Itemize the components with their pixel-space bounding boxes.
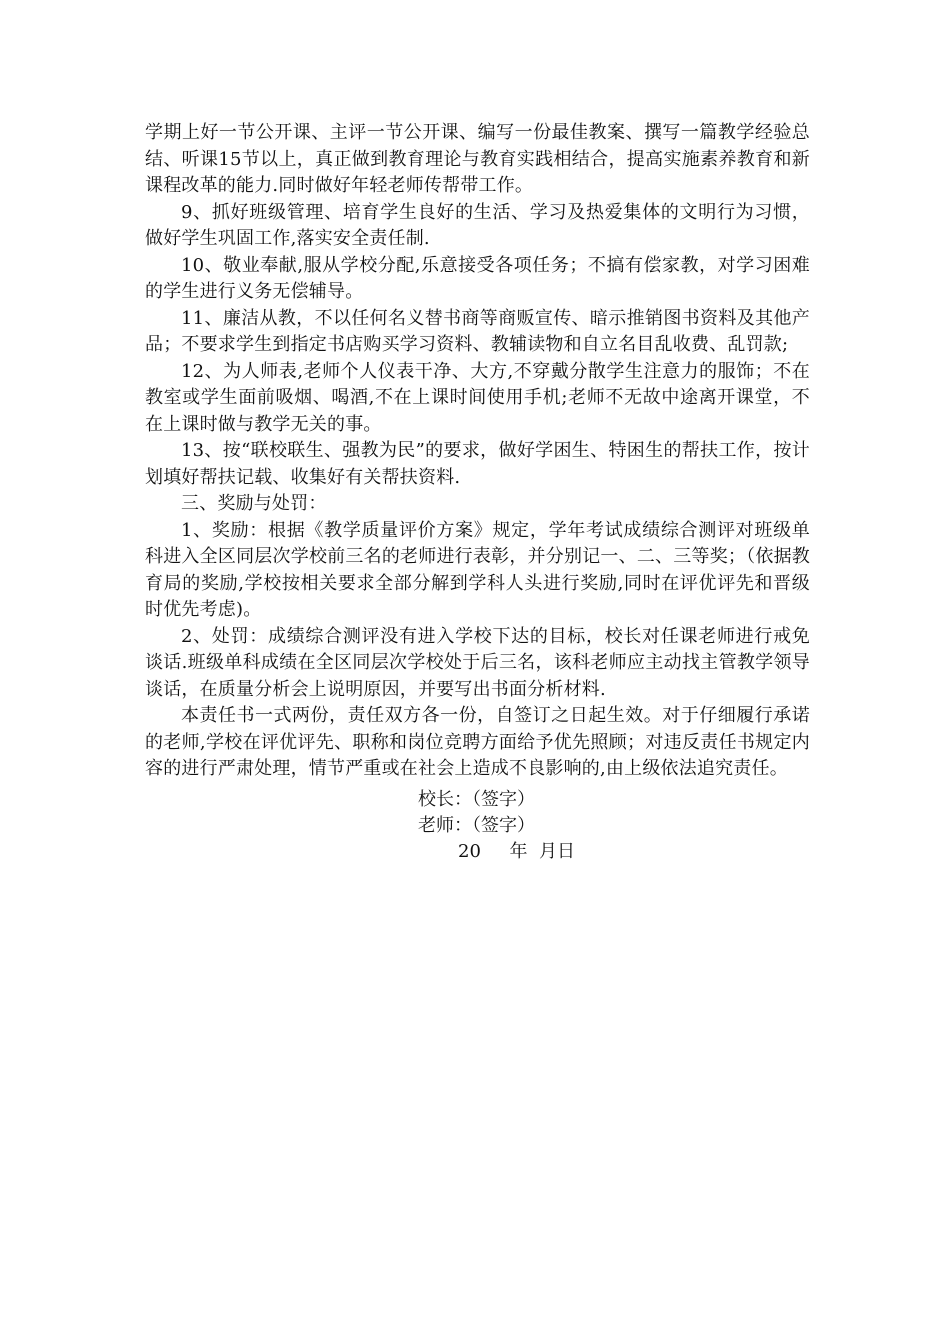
- teacher-signature-line: 老师：（签字）: [418, 814, 535, 836]
- principal-signature-line: 校长：（签字）: [418, 788, 535, 810]
- paragraph-item-9: 9、抓好班级管理、培育学生良好的生活、学习及热爱集体的文明行为习惯，做好学生巩固工作,落实安全责任制.: [145, 201, 810, 249]
- paragraph-item-10: 10、敬业奉献,服从学校分配,乐意接受各项任务；不搞有偿家教，对学习困难的学生进行义务无偿辅导。: [145, 254, 810, 302]
- paragraph-item-13: 13、按“联校联生、强教为民”的要求，做好学困生、特困生的帮扶工作，按计划填好帮扶记载、收集好有关帮扶资料.: [145, 440, 810, 488]
- paragraph-lesson-requirements: 学期上好一节公开课、主评一节公开课、编写一份最佳教案、撰写一篇教学经验总结、听课15节以上，真正做到教育理论与教育实践相结合，提高实施素养教育和新课程改革的能力.同时做好年轻老师传帮带工作。: [145, 122, 810, 196]
- paragraph-item-11: 11、廉洁从教，不以任何名义替书商等商贩宣传、暗示推销图书资料及其他产品；不要求学生到指定书店购买学习资料、教辅读物和自立名目乱收费、乱罚款;: [145, 307, 810, 355]
- paragraph-item-12: 12、为人师表,老师个人仪表干净、大方,不穿戴分散学生注意力的服饰；不在教室或学生面前吸烟、喝酒,不在上课时间使用手机;老师不无故中途离开课堂，不在上课时做与教学无关的事。: [145, 360, 810, 435]
- section-heading-rewards-penalties: 三、奖励与处罚：: [181, 493, 327, 514]
- paragraph-rewards: 1、奖励：根据《教学质量评价方案》规定，学年考试成绩综合测评对班级单科进入全区同层次学校前三名的老师进行表彰，并分别记一、二、三等奖；（依据教育局的奖励,学校按相关要求全部分解到学科人头进行奖励,同时在评优评先和晋级时优先考虑)。: [145, 519, 810, 620]
- paragraph-penalties: 2、处罚：成绩综合测评没有进入学校下达的目标，校长对任课老师进行戒免谈话.班级单科成绩在全区同层次学校处于后三名，该科老师应主动找主管教学领导谈话，在质量分析会上说明原因，并要写出书面分析材料.: [145, 625, 810, 700]
- document-page: [145, 120, 810, 865]
- paragraph-validity: 本责任书一式两份，责任双方各一份，自签订之日起生效。对于仔细履行承诺的老师,学校在评优评先、职称和岗位竞聘方面给予优先照顾；对违反责任书规定内容的进行严肃处理，情节严重或在社会上造成不良影响的,由上级依法追究责任。: [145, 705, 810, 779]
- date-line: 20 年 月日: [458, 840, 575, 862]
- signature-block: [145, 787, 810, 865]
